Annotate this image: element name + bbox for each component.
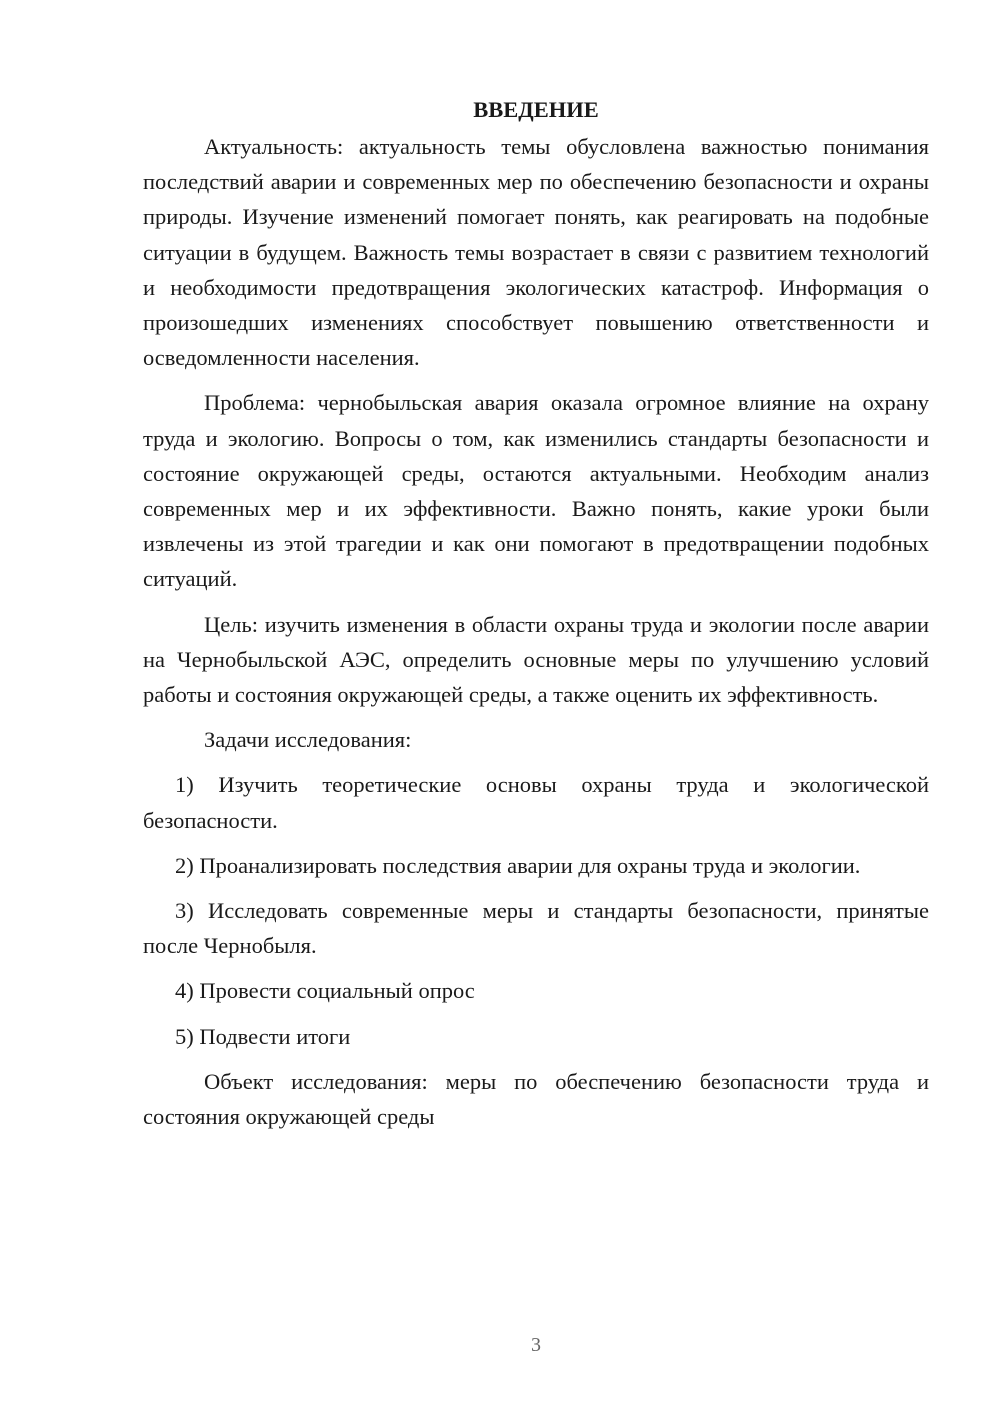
task-item-5: 5) Подвести итоги [175,1023,351,1049]
page-title: ВВЕДЕНИЕ [473,97,599,122]
paragraph-object: Объект исследования: меры по обеспечению безопасности труда и состояния окружающей среды [143,1068,929,1130]
task-item-4: 4) Провести социальный опрос [175,978,475,1004]
paragraph-relevance: Актуальность: актуальность темы обусловлена важностью понимания последствий аварии и современных мер по обеспечению безопасности и охраны природы. Изучение изменений помогает понять, как реагировать на подобные ситуации в будущем. Важность темы возрастает в связи с развитием технологий и необходимости предотвращения экологических катастроф. Информация о произошедших изменениях способствует повышению ответственности и осведомленности населения. [143,134,929,371]
paragraph-problem: Проблема: чернобыльская авария оказала огромное влияние на охрану труда и экологию. Вопросы о том, как изменились стандарты безопасности и состояние окружающей среды, остаются актуальными. Необходим анализ современных мер и их эффективности. Важно понять, какие уроки были извлечены из этой трагедии и как они помогают в предотвращении подобных ситуаций. [143,390,929,592]
paragraph-goal: Цель: изучить изменения в области охраны труда и экологии после аварии на Чернобыльской АЭС, определить основные меры по улучшению условий работы и состояния окружающей среды, а также оценить их эффективность. [143,611,929,708]
task-item-3: 3) Исследовать современные меры и стандарты безопасности, принятые после Чернобыля. [143,898,929,959]
page-content [143,92,929,1144]
page-number: 3 [531,1334,541,1356]
tasks-heading: Задачи исследования: [204,727,412,753]
task-item-1: 1) Изучить теоретические основы охраны труда и экологической безопасности. [143,772,929,833]
task-item-2: 2) Проанализировать последствия аварии для охраны труда и экологии. [175,852,861,878]
